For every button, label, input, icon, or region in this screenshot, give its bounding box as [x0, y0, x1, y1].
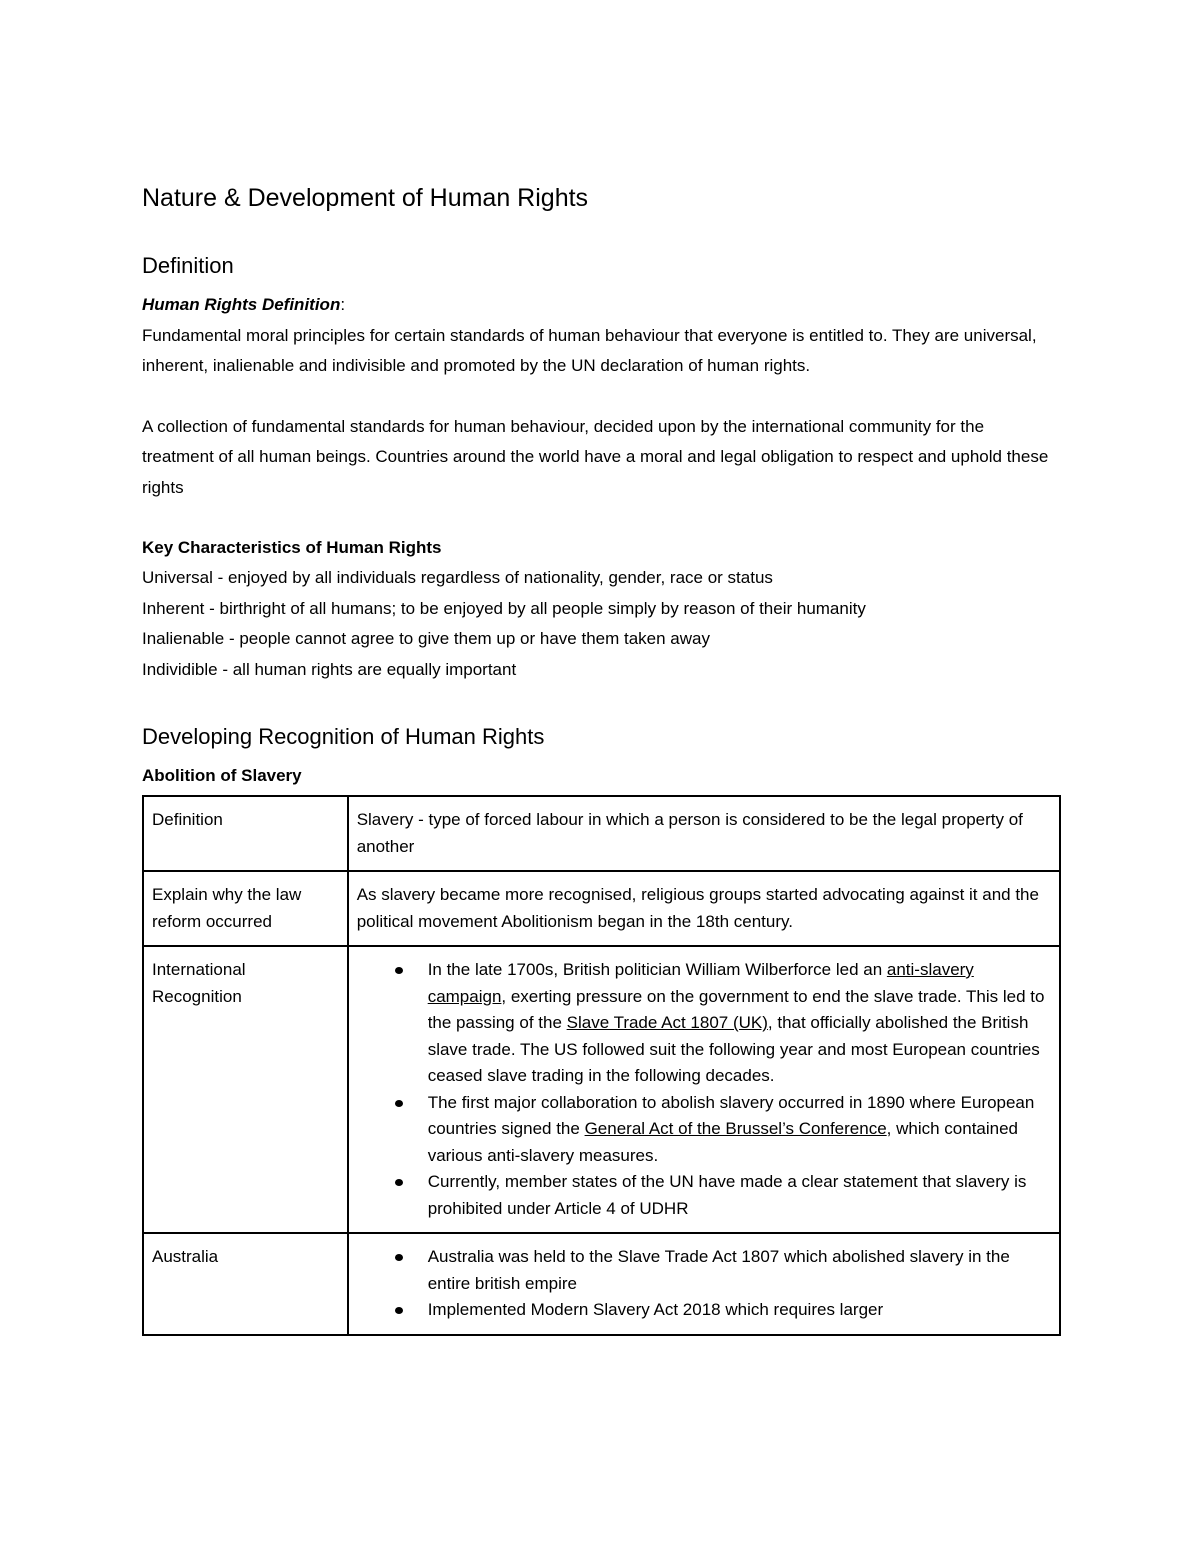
list-item [428, 957, 1051, 1090]
characteristics-list [142, 563, 1060, 685]
bullet-text: Implemented Modern Slavery Act 2018 which requires larger [427, 1300, 884, 1319]
bullet-text: , that officially abolished the British slave trade. The US followed suit the following year and most European countries ceased slave trading in the following decades. [427, 1013, 1040, 1085]
bullet-text: , exerting pressure on the government to end the slave trade. This led to the passing of the [427, 986, 1045, 1032]
bullet-text: Currently, member states of the UN have made a clear statement that slavery is prohibited under Article 4 of UDHR [427, 1172, 1027, 1218]
list-item [428, 1169, 1051, 1222]
row-label-law-reform: Explain why the law reform occurred [143, 871, 348, 946]
international-bullet-list [357, 957, 1051, 1222]
definition-paragraph-2: A collection of fundamental standards for human behaviour, decided upon by the international community for the treatment of all human beings. Countries around the world have a moral and legal obligation to respect and uphold these rights [142, 416, 1049, 497]
table-row-definition [143, 796, 1060, 871]
characteristic-universal: Universal - enjoyed by all individuals regardless of nationality, gender, race or status [142, 568, 773, 587]
bullet-text: The first major collaboration to abolish slavery occurred in 1890 where European countries signed the [427, 1092, 1035, 1138]
recognition-heading: Developing Recognition of Human Rights [142, 724, 545, 749]
definition-paragraph-1: Fundamental moral principles for certain standards of human behaviour that everyone is entitled to. They are universal, inherent, inalienable and indivisible and promoted by the UN declaration of human rights. [142, 325, 1037, 375]
row-label-australia: Australia [143, 1233, 348, 1335]
table-row-australia [143, 1233, 1060, 1335]
bullet-icon [395, 1179, 403, 1186]
characteristic-inalienable: Inalienable - people cannot agree to give them up or have them taken away [142, 629, 710, 648]
slavery-subheading: Abolition of Slavery [142, 766, 302, 785]
row-content-australia [348, 1233, 1060, 1335]
bullet-icon [395, 1307, 403, 1314]
document-page [142, 178, 1060, 1336]
characteristics-heading: Key Characteristics of Human Rights [142, 538, 442, 557]
definition-label-colon: : [340, 295, 346, 314]
table-row-international [143, 946, 1060, 1233]
definition-heading: Definition [142, 253, 234, 278]
bullet-text: In the late 1700s, British politician William Wilberforce led an [427, 960, 887, 979]
characteristic-indivisible: Individible - all human rights are equally important [142, 659, 517, 679]
table-row-law-reform [143, 871, 1060, 946]
characteristic-inherent: Inherent - birthright of all humans; to be enjoyed by all people simply by reason of their humanity [142, 598, 866, 618]
definition-label: Human Rights Definition [142, 295, 341, 314]
bullet-icon [395, 1100, 403, 1107]
bullet-text: , which contained various anti-slavery measures. [427, 1119, 1019, 1165]
row-label-international: International Recognition [143, 946, 348, 1233]
row-label-definition: Definition [143, 796, 348, 871]
bullet-icon [395, 967, 403, 974]
anti-slavery-campaign-link[interactable]: anti-slavery campaign [427, 960, 974, 1006]
row-text-law-reform: As slavery became more recognised, religious groups started advocating against it and the political movement Abolitionism began in the 18th century. [348, 871, 1060, 946]
list-item [428, 1090, 1051, 1170]
paragraph-spacer [142, 503, 1060, 533]
list-item [428, 1244, 1051, 1297]
definition-label-line [142, 290, 1060, 321]
paragraph-spacer [142, 382, 1060, 412]
row-text-definition: Slavery - type of forced labour in which a person is considered to be the legal property of another [348, 796, 1060, 871]
row-content-international [348, 946, 1060, 1233]
bullet-text: Australia was held to the Slave Trade Act 1807 which abolished slavery in the entire british empire [427, 1247, 1010, 1293]
brussels-conference-link[interactable]: General Act of the Brussel’s Conference [584, 1119, 887, 1138]
list-item [428, 1297, 1051, 1324]
page-title: Nature & Development of Human Rights [142, 184, 589, 212]
australia-bullet-list [357, 1244, 1051, 1324]
bullet-icon [395, 1254, 403, 1261]
slavery-table [142, 795, 1061, 1336]
slave-trade-act-link[interactable]: Slave Trade Act 1807 (UK) [566, 1013, 768, 1032]
